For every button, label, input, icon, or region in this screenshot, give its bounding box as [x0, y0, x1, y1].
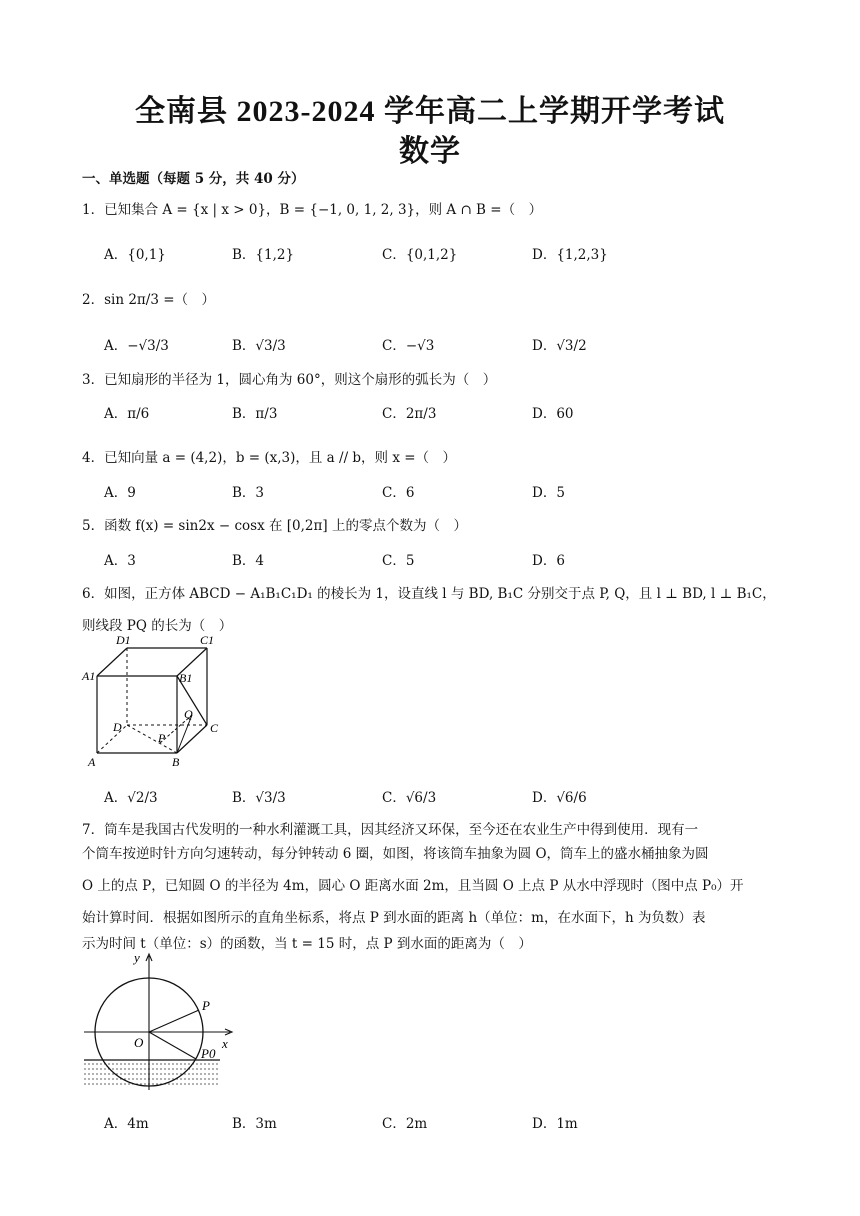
question-6: 6．如图，正方体 ABCD − A₁B₁C₁D₁ 的棱长为 1，设直线 l 与 BD, B₁C 分别交于点 P, Q，且 l ⊥ BD, l ⊥ B₁C，	[82, 586, 776, 602]
question-7-stem-line2: 个筒车按逆时针方向匀速转动，每分钟转动 6 圈，如图，将该筒车抽象为圆 O，筒车上的盛水桶抽象为圆	[82, 846, 709, 862]
cube-label-a: A	[88, 755, 96, 769]
question-3: 3．已知扇形的半径为 1，圆心角为 60°，则这个扇形的弧长为（ ）	[82, 372, 497, 388]
wheel-label-x: x	[222, 1036, 228, 1051]
q1-option-c: C．{0,1,2}	[382, 247, 458, 263]
question-1-stem: 已知集合 A = {x | x > 0}，B = {−1, 0, 1, 2, 3}，则 A ∩ B =（ ）	[104, 202, 543, 218]
q2-option-b: B．√3/3	[232, 338, 286, 354]
page-subtitle: 数学	[399, 135, 461, 168]
question-7-stem-line5: 示为时间 t（单位：s）的函数，当 t = 15 时，点 P 到水面的距离为（ ）	[82, 936, 532, 952]
cube-label-b1: B1	[179, 671, 193, 685]
cube-label-d1: D1	[116, 633, 131, 647]
q6-option-a: A．√2/3	[104, 790, 158, 806]
question-4: 4．已知向量 a = (4,2)，b = (x,3)，且 a // b，则 x =（ ）	[82, 450, 457, 466]
question-7-stem-line3: O 上的点 P，已知圆 O 的半径为 4m，圆心 O 距离水面 2m，且当圆 O 上点 P 从水中浮现时（图中点 P₀）开	[82, 878, 744, 894]
q2-option-d: D．√3/2	[532, 338, 587, 354]
q1-option-b: B．{1,2}	[232, 247, 295, 263]
q7-option-a: A．4m	[104, 1116, 149, 1132]
wheel-label-o: O	[134, 1035, 144, 1050]
question-2-stem: sin 2π/3 =（ ）	[104, 292, 216, 308]
q6-option-d: D．√6/6	[532, 790, 587, 806]
q3-option-c: C．2π/3	[382, 406, 437, 422]
q3-option-b: B．π/3	[232, 406, 278, 422]
cube-figure	[80, 632, 230, 772]
q5-option-a: A．3	[104, 553, 136, 569]
q2-option-c: C．−√3	[382, 338, 435, 354]
question-2: 2．sin 2π/3 =（ ）	[82, 292, 216, 308]
question-7-stem-line4: 始计算时间．根据如图所示的直角坐标系，将点 P 到水面的距离 h（单位：m，在水面下，h 为负数）表	[82, 910, 706, 926]
q3-option-d: D．60	[532, 406, 574, 422]
question-7: 7．筒车是我国古代发明的一种水利灌溉工具，因其经济又环保，至今还在农业生产中得到使用．现有一	[82, 822, 699, 838]
cube-label-q: Q	[184, 707, 193, 721]
wheel-label-p0: P0	[201, 1046, 216, 1061]
question-6-stem-line2: 则线段 PQ 的长为（ ）	[82, 618, 233, 634]
question-1: 1．已知集合 A = {x | x > 0}，B = {−1, 0, 1, 2, 3}，则 A ∩ B =（ ）	[82, 202, 543, 218]
question-5-stem: 函数 f(x) = sin2x − cosx 在 [0,2π] 上的零点个数为（ ）	[104, 518, 467, 534]
question-7-stem-line1: 筒车是我国古代发明的一种水利灌溉工具，因其经济又环保，至今还在农业生产中得到使用．现有一	[104, 822, 699, 838]
wheel-label-p: P	[202, 998, 210, 1013]
q4-option-d: D．5	[532, 485, 565, 501]
section-heading: 一、单选题（每题 5 分，共 40 分）	[82, 171, 305, 187]
question-4-stem: 已知向量 a = (4,2)，b = (x,3)，且 a // b，则 x =（ ）	[104, 450, 457, 466]
wheel-label-y: y	[134, 950, 140, 965]
q5-option-c: C．5	[382, 553, 415, 569]
question-6-stem-line1: 如图，正方体 ABCD − A₁B₁C₁D₁ 的棱长为 1，设直线 l 与 BD, B₁C 分别交于点 P, Q，且 l ⊥ BD, l ⊥ B₁C，	[104, 586, 776, 602]
cube-label-c1: C1	[200, 633, 215, 647]
question-5: 5．函数 f(x) = sin2x − cosx 在 [0,2π] 上的零点个数为（ ）	[82, 518, 467, 534]
q1-option-a: A．{0,1}	[104, 247, 166, 263]
water-wheel-figure	[80, 948, 240, 1098]
q5-option-b: B．4	[232, 553, 265, 569]
q7-option-b: B．3m	[232, 1116, 277, 1132]
q1-option-d: D．{1,2,3}	[532, 247, 608, 263]
q4-option-b: B．3	[232, 485, 265, 501]
cube-label-c: C	[210, 721, 219, 735]
q4-option-a: A．9	[104, 485, 136, 501]
q7-option-d: D．1m	[532, 1116, 578, 1132]
q7-option-c: C．2m	[382, 1116, 428, 1132]
question-3-stem: 已知扇形的半径为 1，圆心角为 60°，则这个扇形的弧长为（ ）	[104, 372, 497, 388]
q5-option-d: D．6	[532, 553, 565, 569]
cube-label-p: P	[158, 731, 166, 745]
q6-option-c: C．√6/3	[382, 790, 437, 806]
q2-option-a: A．−√3/3	[104, 338, 169, 354]
cube-label-b: B	[172, 755, 180, 769]
cube-label-d: D	[113, 720, 122, 734]
q4-option-c: C．6	[382, 485, 415, 501]
q3-option-a: A．π/6	[104, 406, 150, 422]
cube-label-a1: A1	[82, 669, 96, 683]
q6-option-b: B．√3/3	[232, 790, 286, 806]
page-title: 全南县 2023-2024 学年高二上学期开学考试	[135, 95, 725, 128]
